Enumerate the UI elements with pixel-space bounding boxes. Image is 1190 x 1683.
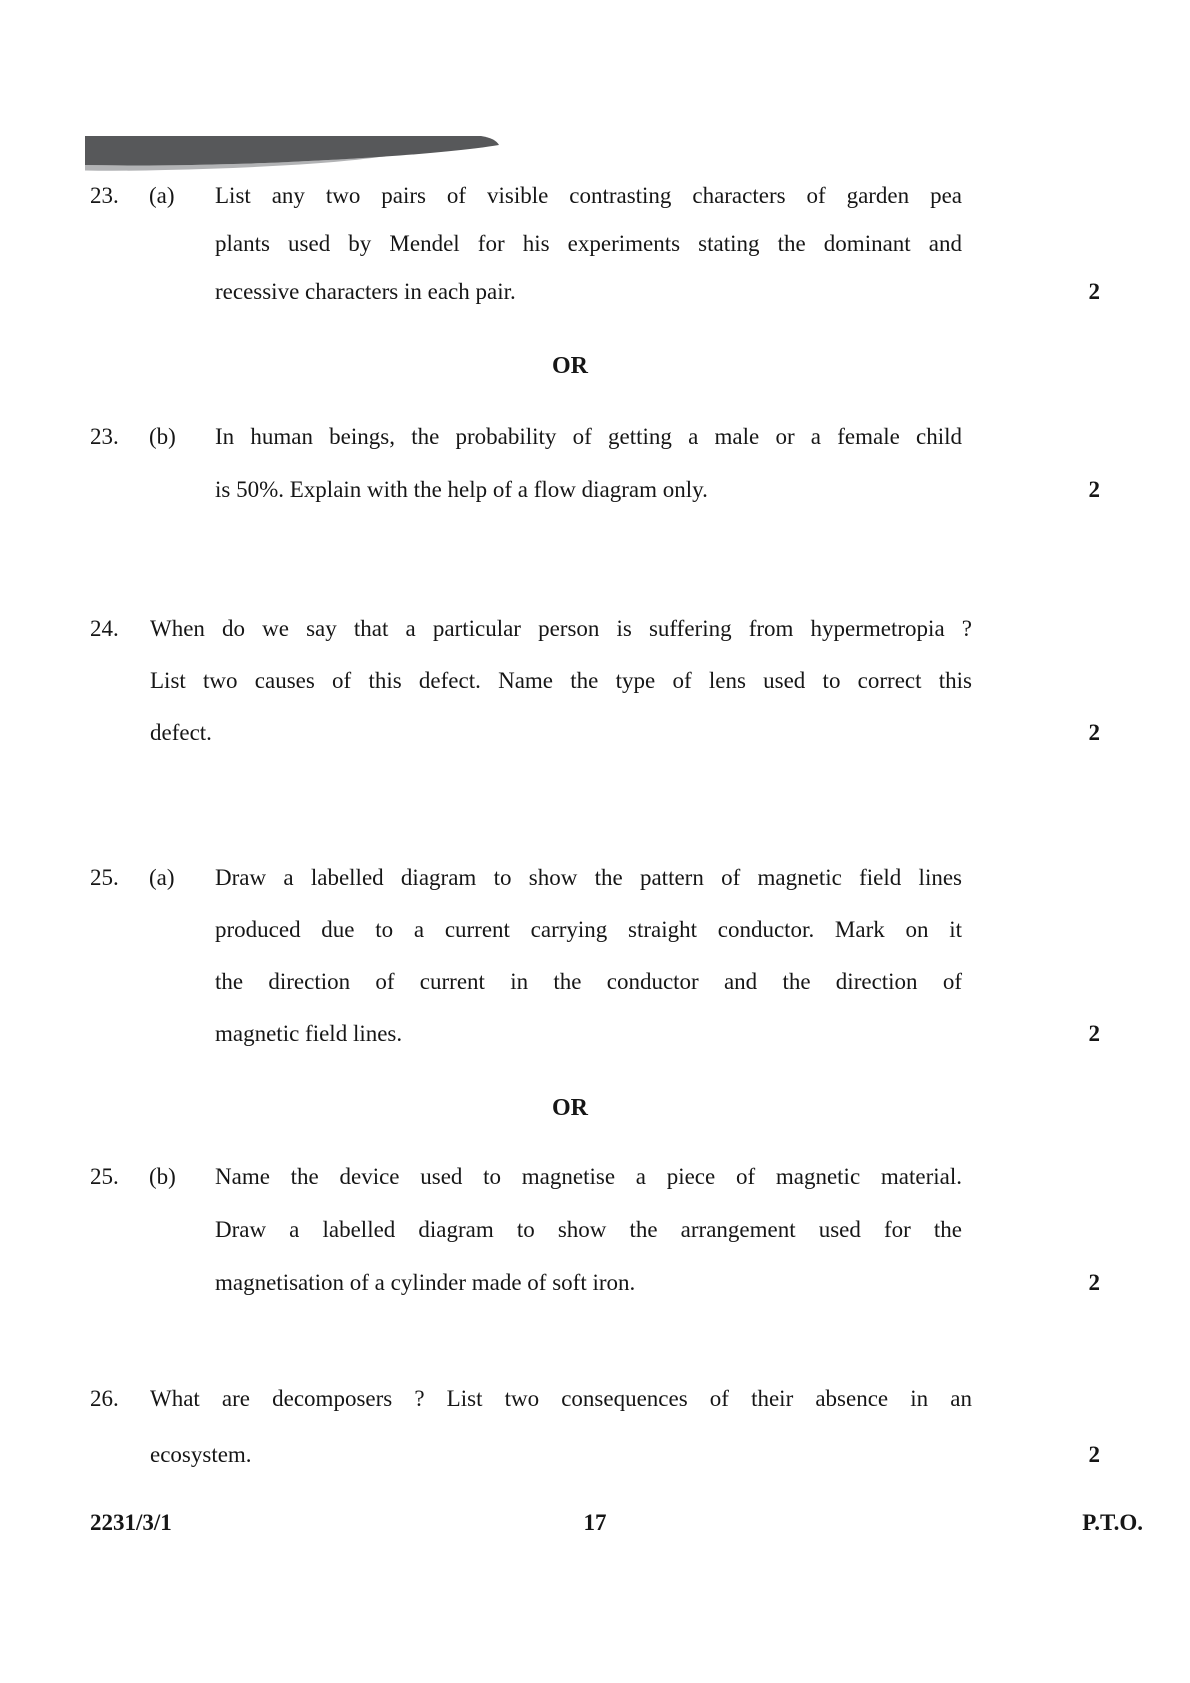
text-line: defect. [150, 720, 212, 745]
question-text [215, 410, 962, 516]
question-number: 23. [90, 424, 119, 449]
question-part-label: (b) [149, 424, 176, 449]
question-25b [90, 1150, 1100, 1309]
text-line: List any two pairs of visible contrasting characters of garden pea [215, 183, 962, 208]
or-separator: OR [552, 353, 588, 379]
text-line: produced due to a current carrying straight conductor. Mark on it [215, 917, 962, 942]
marks-value: 2 [1088, 1021, 1100, 1046]
text-line: What are decomposers ? List two consequences of their absence in an [150, 1386, 972, 1411]
question-text [150, 1371, 972, 1483]
pto-label: P.T.O. [1082, 1510, 1143, 1535]
text-line: Draw a labelled diagram to show the pattern of magnetic field lines [215, 865, 962, 890]
question-number: 25. [90, 1164, 119, 1189]
text-line: List two causes of this defect. Name the type of lens used to correct this [150, 668, 972, 693]
text-line: plants used by Mendel for his experiments stating the dominant and [215, 231, 962, 256]
question-23b [90, 410, 1100, 516]
text-line: the direction of current in the conductor and the direction of [215, 969, 962, 994]
marks-value: 2 [1088, 1442, 1100, 1467]
text-line: In human beings, the probability of getting a male or a female child [215, 424, 962, 449]
or-separator: OR [552, 1095, 588, 1121]
question-text [215, 172, 962, 316]
question-23a [90, 172, 1100, 316]
text-line: recessive characters in each pair. [215, 279, 516, 304]
question-part-label: (a) [149, 865, 175, 890]
marks-value: 2 [1088, 1270, 1100, 1295]
page-number: 17 [583, 1510, 607, 1535]
text-line: magnetic field lines. [215, 1021, 403, 1046]
question-part-label: (a) [149, 183, 175, 208]
marks-value: 2 [1088, 279, 1100, 304]
question-number: 24. [90, 616, 119, 641]
marks-value: 2 [1088, 477, 1100, 502]
text-line: ecosystem. [150, 1442, 252, 1467]
header-swoosh-decoration [85, 135, 500, 171]
question-part-label: (b) [149, 1164, 176, 1189]
text-line: Name the device used to magnetise a piece of magnetic material. [215, 1164, 962, 1189]
question-number: 23. [90, 183, 119, 208]
text-line: is 50%. Explain with the help of a flow diagram only. [215, 477, 708, 502]
marks-value: 2 [1088, 720, 1100, 745]
question-26 [90, 1371, 1100, 1483]
paper-code: 2231/3/1 [90, 1510, 172, 1535]
page-footer [0, 1506, 1190, 1542]
question-text [215, 852, 962, 1060]
question-text [215, 1150, 962, 1309]
text-line: When do we say that a particular person is suffering from hypermetropia ? [150, 616, 972, 641]
question-24 [90, 603, 1100, 759]
text-line: Draw a labelled diagram to show the arrangement used for the [215, 1217, 962, 1242]
question-number: 25. [90, 865, 119, 890]
question-text [150, 603, 972, 759]
question-number: 26. [90, 1386, 119, 1411]
question-25a [90, 852, 1100, 1060]
text-line: magnetisation of a cylinder made of soft iron. [215, 1270, 636, 1295]
